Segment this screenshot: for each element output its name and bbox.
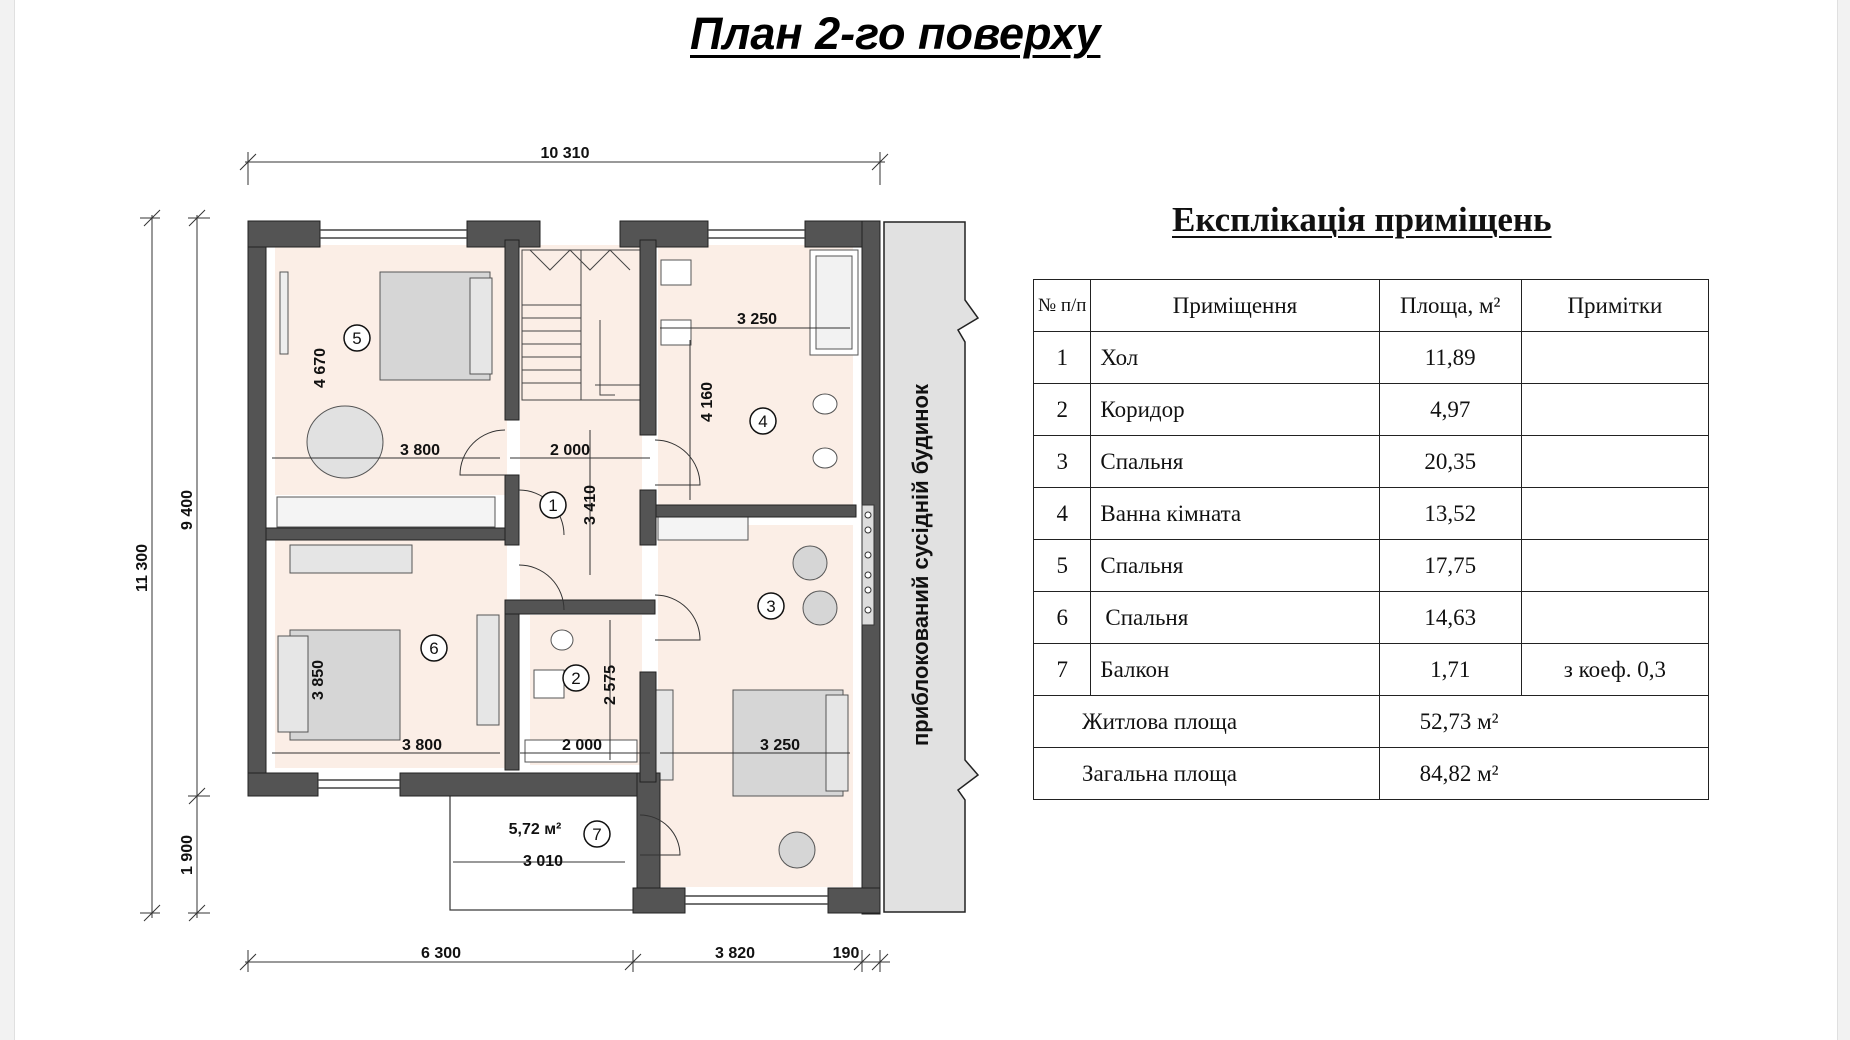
dim-left-total: 11 300 [134,543,151,593]
svg-text:2: 2 [571,669,581,688]
dim-bottom-mid: 3 820 [714,945,756,962]
row-no: 4 [1034,488,1091,540]
wall-panel [862,505,874,625]
table-row [1034,592,1709,644]
header-area: Площа, м² [1379,280,1521,332]
dim-r4-height: 4 160 [699,381,716,423]
dim-hall-height: 3 410 [582,484,599,526]
table-header-row [1034,280,1709,332]
dim-left-balcony: 1 900 [179,834,196,876]
svg-text:7: 7 [592,825,602,844]
explication-title: Експлікація приміщень [1172,200,1552,239]
dim-hall-width: 2 000 [549,442,591,459]
table-row [1034,384,1709,436]
living-area-label: Житлова площа [1034,696,1380,748]
table-row [1034,436,1709,488]
row-no: 7 [1034,644,1091,696]
row-no: 6 [1034,592,1091,644]
explication-table [1033,279,1709,800]
table-row [1034,644,1709,696]
room-marker-4 [750,408,776,434]
row-area: 13,52 [1379,488,1521,540]
svg-text:3: 3 [766,597,776,616]
dim-r5-height: 4 670 [312,347,329,389]
room-marker-1 [540,492,566,518]
dim-r6-width: 3 800 [401,737,443,754]
row-note [1521,332,1708,384]
dim-bottom-right: 190 [832,945,860,962]
total-area-value: 84,82 м² [1379,748,1708,800]
row-no: 3 [1034,436,1091,488]
row-note: з коеф. 0,3 [1521,644,1708,696]
row-room: Спальня [1091,436,1379,488]
living-area-row [1034,696,1709,748]
svg-text:4: 4 [758,412,768,431]
room-marker-3 [758,593,784,619]
row-note [1521,540,1708,592]
svg-text:5: 5 [352,329,362,348]
row-note [1521,436,1708,488]
header-room: Приміщення [1091,280,1379,332]
neighbor-label: приблокований сусідній будинок [908,384,933,746]
row-area: 1,71 [1379,644,1521,696]
living-area-value: 52,73 м² [1379,696,1708,748]
dim-r2-width: 2 000 [561,737,603,754]
dim-r2-height: 2 575 [602,664,619,706]
row-area: 20,35 [1379,436,1521,488]
room-marker-5 [344,325,370,351]
row-area: 4,97 [1379,384,1521,436]
dim-r6-height: 3 850 [310,659,327,701]
dim-balcony-width: 3 010 [522,853,564,870]
row-note [1521,384,1708,436]
row-no: 5 [1034,540,1091,592]
row-no: 1 [1034,332,1091,384]
row-area: 17,75 [1379,540,1521,592]
dim-top-total: 10 310 [540,145,590,162]
table-row [1034,488,1709,540]
row-room: Спальня [1091,592,1379,644]
row-area: 14,63 [1379,592,1521,644]
svg-text:6: 6 [429,639,439,658]
dim-left-main: 9 400 [179,489,196,531]
table-row [1034,332,1709,384]
row-no: 2 [1034,384,1091,436]
row-room: Коридор [1091,384,1379,436]
row-note [1521,488,1708,540]
dim-bottom-left: 6 300 [420,945,462,962]
balcony-outline [450,785,650,910]
total-area-row [1034,748,1709,800]
row-room: Хол [1091,332,1379,384]
room-marker-6 [421,635,447,661]
row-room: Балкон [1091,644,1379,696]
total-area-label: Загальна площа [1034,748,1380,800]
room-marker-2 [563,665,589,691]
svg-text:1: 1 [548,496,558,515]
row-room: Ванна кімната [1091,488,1379,540]
table-row [1034,540,1709,592]
dim-r5-width: 3 800 [399,442,441,459]
row-area: 11,89 [1379,332,1521,384]
balcony-area: 5,72 м² [508,821,562,838]
header-no: № п/п [1034,280,1091,332]
dim-r4-width: 3 250 [736,311,778,328]
row-room: Спальня [1091,540,1379,592]
row-note [1521,592,1708,644]
header-notes: Примітки [1521,280,1708,332]
dim-r3-width: 3 250 [759,737,801,754]
page-title: План 2-го поверху [690,8,1101,59]
room-marker-7 [584,821,610,847]
